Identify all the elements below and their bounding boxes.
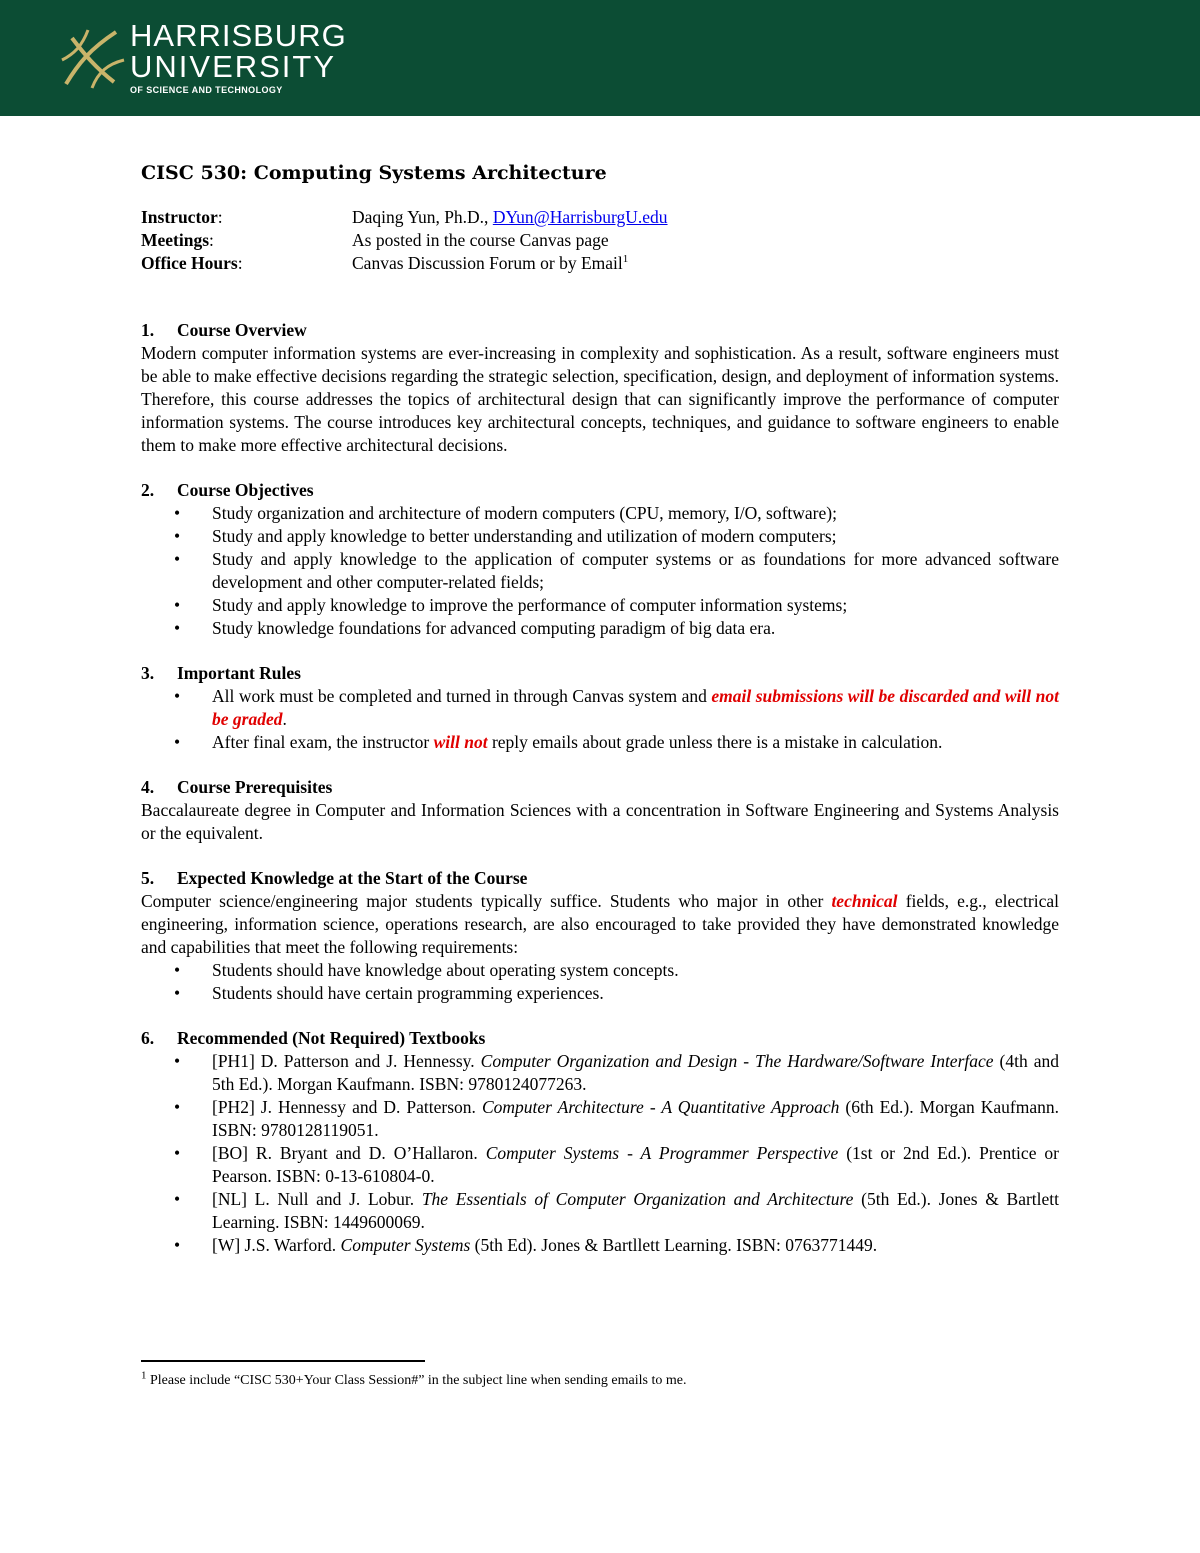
section-number: 2.	[141, 480, 155, 500]
university-logo-icon	[58, 24, 128, 94]
list-item: • Study organization and architecture of modern computers (CPU, memory, I/O, software);	[141, 502, 1059, 525]
section-heading: Course Prerequisites	[177, 777, 333, 797]
university-banner	[0, 0, 1200, 116]
textbook-details: (6th Ed.). Morgan Kaufmann. ISBN: 9780128119051.	[212, 1097, 1059, 1140]
logo-line-harrisburg: HARRISBURG	[130, 18, 347, 53]
section-number: 3.	[141, 663, 155, 683]
textbook-author: [PH2] J. Hennessy and D. Patterson.	[212, 1097, 482, 1117]
rules-list	[141, 685, 1059, 754]
footnote-reference[interactable]: 1	[622, 253, 629, 266]
textbook-title: Computer Systems - A Programmer Perspective	[485, 1143, 839, 1163]
rule-text: All work must be completed and turned in through Canvas system and	[212, 686, 712, 706]
section-course-prerequisites	[141, 776, 1059, 845]
technical-emphasis: technical	[831, 891, 898, 911]
rule-text: .	[282, 709, 287, 729]
logo-line-tagline: OF SCIENCE AND TECHNOLOGY	[130, 85, 283, 95]
course-title: CISC 530: Computing Systems Architecture	[141, 162, 607, 184]
paragraph-text: Computer science/engineering major students typically suffice. Students who major in other	[141, 891, 832, 911]
section-heading: Expected Knowledge at the Start of the Course	[177, 868, 528, 888]
meetings-value: As posted in the course Canvas page	[352, 230, 609, 250]
meetings-row: Meetings: As posted in the course Canvas page	[141, 230, 609, 250]
footnote	[141, 1369, 687, 1390]
textbook-item	[141, 1050, 1059, 1096]
footnote-divider	[141, 1360, 425, 1362]
textbook-item	[141, 1096, 1059, 1142]
textbook-title: Computer Systems	[340, 1235, 471, 1255]
section-heading: Recommended (Not Required) Textbooks	[177, 1028, 486, 1048]
expected-knowledge-text	[141, 890, 1059, 959]
prerequisites-text: Baccalaureate degree in Computer and Information Sciences with a concentration in Software Engineering and Systems Analysis or the equivalent.	[141, 800, 1059, 843]
section-course-objectives	[141, 479, 1059, 640]
list-item: • Study and apply knowledge to the application of computer systems or as foundations for more advanced software development and other computer-related fields;	[141, 548, 1059, 594]
textbook-details: (1st or 2nd Ed.). Prentice or Pearson. ISBN: 0-13-610804-0.	[212, 1143, 1059, 1186]
section-number: 6.	[141, 1028, 155, 1048]
section-important-rules	[141, 662, 1059, 754]
document-body	[141, 150, 1059, 1257]
textbook-item	[141, 1142, 1059, 1188]
list-item	[141, 731, 1059, 754]
list-item	[141, 685, 1059, 731]
section-heading: Course Overview	[177, 320, 307, 340]
section-course-overview	[141, 319, 1059, 457]
section-heading: Course Objectives	[177, 480, 314, 500]
objectives-list	[141, 502, 1059, 640]
textbook-details: (5th Ed). Jones & Bartllett Learning. ISBN: 0763771449.	[470, 1235, 878, 1255]
logo-line-university: UNIVERSITY	[130, 49, 337, 84]
list-item: • Study knowledge foundations for advanced computing paradigm of big data era.	[141, 617, 1059, 640]
textbook-details: (4th and 5th Ed.). Morgan Kaufmann. ISBN: 9780124077263.	[212, 1051, 1059, 1094]
course-overview-text: Modern computer information systems are ever-increasing in complexity and sophistication. As a result, software engineers must be able to make effective decisions regarding the strategic selection, specification, design, and deployment of information systems. Therefore, this course addresses the topics of architectural design that can significantly improve the performance of computer information systems. The course introduces key architectural concepts, techniques, and guidance to software engineers to enable them to make more effective architectural decisions.	[141, 343, 1059, 455]
textbook-item	[141, 1234, 1059, 1257]
instructor-label: Instructor	[141, 207, 218, 227]
list-item: • Students should have certain programming experiences.	[141, 982, 1059, 1005]
instructor-name: Daqing Yun, Ph.D.,	[352, 207, 493, 227]
section-number: 4.	[141, 777, 155, 797]
textbook-author: [PH1] D. Patterson and J. Hennessy.	[212, 1051, 481, 1071]
textbook-item	[141, 1188, 1059, 1234]
section-heading: Important Rules	[177, 663, 301, 683]
instructor-row: Instructor: Daqing Yun, Ph.D., DYun@HarrisburgU.edu	[141, 207, 668, 227]
section-number: 1.	[141, 320, 155, 340]
office-hours-label: Office Hours	[141, 253, 238, 273]
rule-text: reply emails about grade unless there is a mistake in calculation.	[487, 732, 943, 752]
textbooks-list	[141, 1050, 1059, 1257]
footnote-text: Please include “CISC 530+Your Class Session#” in the subject line when sending emails to me.	[146, 1373, 687, 1388]
list-item: • Students should have knowledge about operating system concepts.	[141, 959, 1059, 982]
list-item: • Study and apply knowledge to better understanding and utilization of modern computers;	[141, 525, 1059, 548]
rule-text: After final exam, the instructor	[212, 732, 434, 752]
textbook-title: Computer Organization and Design - The Hardware/Software Interface	[480, 1051, 994, 1071]
paragraph-text: fields, e.g., electrical engineering, information science, operations research, are also encouraged to take provided they have demonstrated knowledge and capabilities that meet the following requirements:	[141, 891, 1059, 957]
textbook-details: (5th Ed.). Jones & Bartlett Learning. ISBN: 1449600069.	[212, 1189, 1059, 1232]
footnote-mark: 1	[141, 1369, 147, 1382]
rule-emphasis: email submissions will be discarded and will not be graded	[212, 686, 1059, 729]
rule-emphasis: will not	[433, 732, 488, 752]
office-hours-row: Office Hours: Canvas Discussion Forum or by Email$^1$	[141, 253, 629, 273]
university-wordmark	[130, 20, 347, 95]
meetings-label: Meetings	[141, 230, 210, 250]
list-item: • Study and apply knowledge to improve the performance of computer information systems;	[141, 594, 1059, 617]
requirements-list	[141, 959, 1059, 1005]
section-number: 5.	[141, 868, 155, 888]
section-textbooks	[141, 1027, 1059, 1257]
textbook-author: [BO] R. Bryant and D. O’Hallaron.	[212, 1143, 486, 1163]
textbook-author: [NL] L. Null and J. Lobur.	[212, 1189, 422, 1209]
textbook-author: [W] J.S. Warford.	[212, 1235, 341, 1255]
instructor-email-link[interactable]: DYun@HarrisburgU.edu	[492, 207, 668, 227]
textbook-title: Computer Architecture - A Quantitative Approach	[481, 1097, 840, 1117]
section-expected-knowledge	[141, 867, 1059, 1005]
office-hours-value: Canvas Discussion Forum or by Email	[352, 253, 623, 273]
textbook-title: The Essentials of Computer Organization and Architecture	[421, 1189, 854, 1209]
